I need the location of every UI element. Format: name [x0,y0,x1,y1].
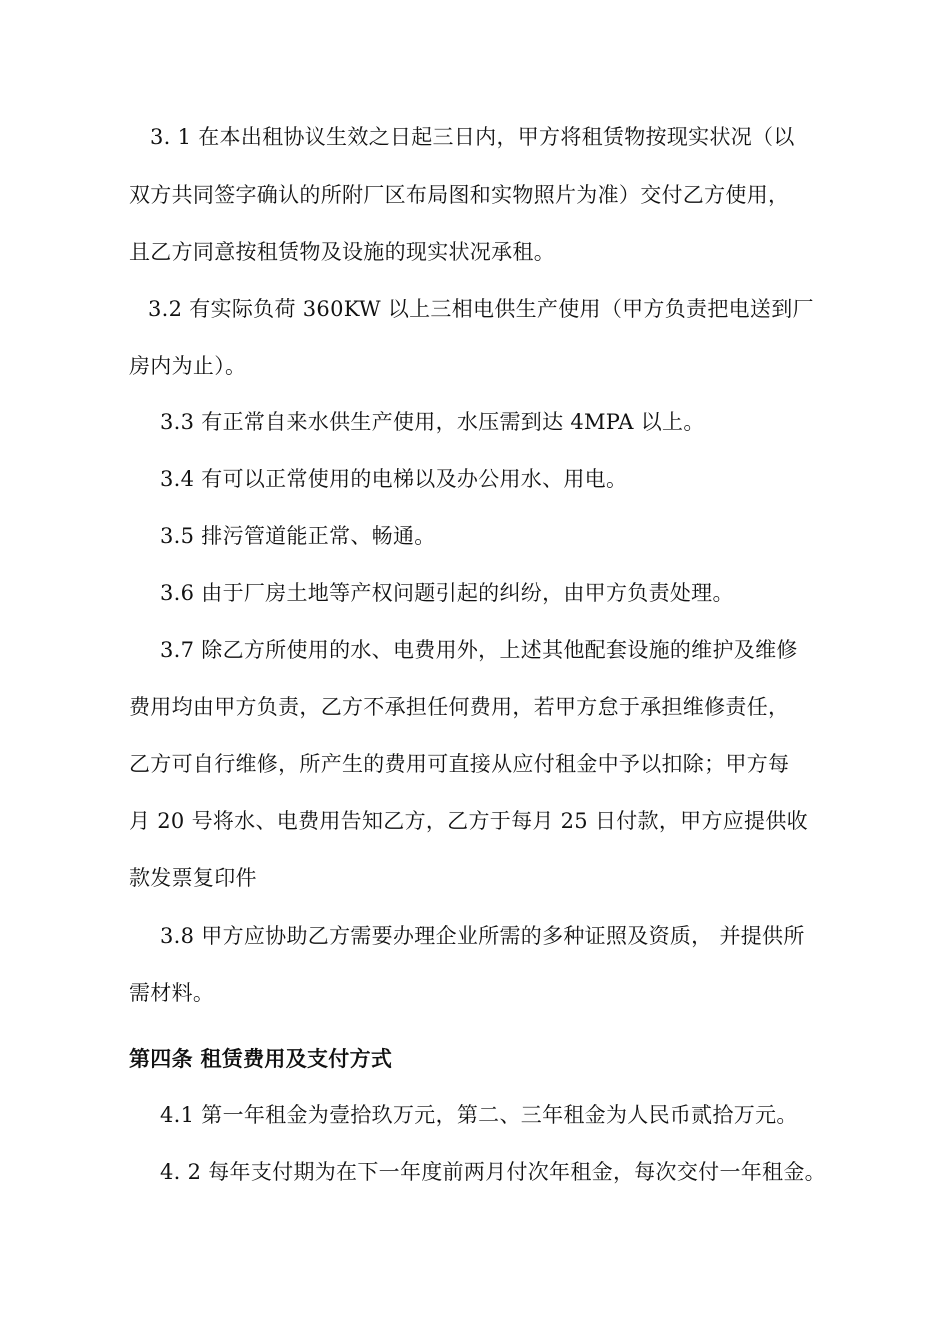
clause-3-8-line-1: 3.8 甲方应协助乙方需要办理企业所需的多种证照及资质， 并提供所 [160,924,805,948]
clause-3-6: 3.6 由于厂房土地等产权问题引起的纠纷，由甲方负责处理。 [160,581,734,605]
clause-3-2-line-1: 3.2 有实际负荷 360KW 以上三相电供生产使用（甲方负责把电送到厂 [148,297,814,321]
article-4-heading: 第四条 租赁费用及支付方式 [129,1046,393,1071]
clause-4-2: 4. 2 每年支付期为在下一年度前两月付次年租金，每次交付一年租金。 [160,1160,826,1184]
clause-3-7-line-3: 乙方可自行维修，所产生的费用可直接从应付租金中予以扣除；甲方每 [129,752,790,776]
clause-3-1-line-3: 且乙方同意按租赁物及设施的现实状况承租。 [129,240,555,264]
clause-3-7-line-2: 费用均由甲方负责，乙方不承担任何费用，若甲方怠于承担维修责任， [129,695,790,719]
clause-3-7-line-1: 3.7 除乙方所使用的水、电费用外，上述其他配套设施的维护及维修 [160,638,798,662]
clause-3-1-line-1: 3. 1 在本出租协议生效之日起三日内，甲方将租赁物按现实状况（以 [150,125,795,149]
clause-3-2-line-2: 房内为止）。 [129,354,247,378]
clause-4-1: 4.1 第一年租金为壹拾玖万元，第二、三年租金为人民币贰拾万元。 [160,1103,798,1127]
clause-3-3: 3.3 有正常自来水供生产使用，水压需到达 4MPA 以上。 [160,410,705,434]
clause-3-7-line-5: 款发票复印件 [129,866,257,890]
clause-3-4: 3.4 有可以正常使用的电梯以及办公用水、用电。 [160,467,628,491]
clause-3-5: 3.5 排污管道能正常、畅通。 [160,524,436,548]
clause-3-8-line-2: 需材料。 [129,981,215,1005]
clause-3-1-line-2: 双方共同签字确认的所附厂区布局图和实物照片为准）交付乙方使用， [129,183,790,207]
clause-3-7-line-4: 月 20 号将水、电费用告知乙方，乙方于每月 25 日付款，甲方应提供收 [129,809,808,833]
